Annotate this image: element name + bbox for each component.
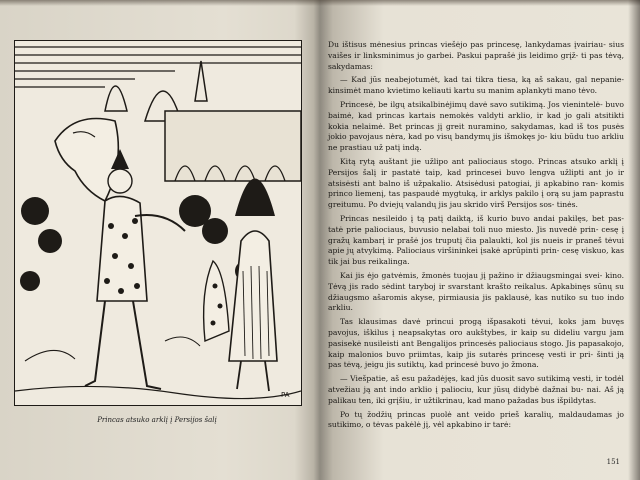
paragraph: — Kad jūs neabejotumėt, kad tai tikra tiesa, ką aš sakau, gal nepanie- kinsimėt mano kvietimo keliauti kartu su manim aplankyti mano tėvo. bbox=[328, 75, 624, 96]
paragraph: Kai jis ėjo gatvėmis, žmonės tuojau jį pažino ir džiaugsmingai svei- kino. Tėvą jis rado sėdint taryboj ir svarstant krašto reikalus. Apkabinęs sūnų su džiaugsmo ašaromis akyse, pirmiausia jis paklausė, kas nutiko su tuo indo arkliu. bbox=[328, 270, 624, 313]
paragraph: Princesė, be ilgų atsikalbinėjimų davė savo sutikimą. Jos vienintelė- buvo baimė, kad princas kartais nemokės valdyti arklio, ir kad jo gali atsitikti kokia nelaimė. Bet princas jį greit nuramino, sakydamas, kad iš tos pusės jokio pavojaus nėra, kad po visų bandymų jis išmokęs jo- kiu būdu tuo arkliu ne prastiau už patį indą. bbox=[328, 99, 624, 153]
story-text bbox=[328, 40, 624, 434]
illustration-caption: Princas atsuko arklį į Persijos šalį bbox=[97, 416, 217, 424]
illustration-drawing bbox=[15, 41, 301, 405]
illustration-prince-and-princess bbox=[14, 40, 302, 406]
paragraph: Du ištisus mėnesius princas viešėjo pas princesę, lankydamas įvairiau- sius vaišes ir linksminimus jo garbei. Paskui paprašė jis leidimo grįž- ti pas tėvą, sakydamas: bbox=[328, 40, 624, 71]
paragraph: — Viešpatie, aš esu pažadėjęs, kad jūs duosit savo sutikimą vesti, ir todėl atvežiau ją ant indo arklio į paliociu, kur jūsų didybė dažnai bu- nai. Aš ją palikau ten, iki grįšiu, ir užtikrinau, kad mano pažadas bus išpildytas. bbox=[328, 374, 624, 405]
right-page bbox=[318, 0, 640, 480]
paragraph: Princas nesileido į tą patį daiktą, iš kurio buvo andai pakilęs, bet pas- tatė prie paliociaus, buvusio nelabai toli nuo miesto. Jis nuvedė prin- cesę į gražų kambarį ir prašė jos truputį čia palaukti, kol jis nueis ir praneš tėvui apie jų atvykimą. Paliociaus viršininkei įsakė aprūpinti prin- cesę viskuo, kas tik jai bus reikalinga. bbox=[328, 213, 624, 267]
page-edge-shadow bbox=[628, 0, 640, 480]
page-number: 151 bbox=[606, 458, 620, 466]
paragraph: Po tų žodžių princas puolė ant veido prieš karalių, maldaudamas jo sutikimo, o tėvas pakėlė jį, vėl apkabino ir tarė: bbox=[328, 409, 624, 430]
left-page bbox=[0, 0, 316, 480]
paragraph: Kitą rytą auštant jie užlipo ant paliociaus stogo. Princas atsuko arklį į Persijos šalį ir pastatė taip, kad princesei buvo lengva užlipti ant jo ir atsisėsti ant balno iš užpakalio. Atsisėdusi patogiai, ji apkabino ran- komis princo liemenį, tas paspaudė mygtuką, ir arklys pakilo į orą su jam paprastu greitumu. Po dviejų valandų jis jau skrido virš Persijos sos- tinės. bbox=[328, 156, 624, 210]
illustration-monogram: PA bbox=[281, 391, 290, 399]
paragraph: Tas klausimas davė princui progą išpasakoti tėvui, koks jam buvęs pavojus, iškilus į neapsakytas oro aukštybes, ir kaip su dideliu vargu jam pasisekė nusileisti ant Bengalijos princesės paliociaus stogo. Jis papasakojo, kaip malonios buvo priimtas, kaip jis sutarės princesę vesti ir pri- šinti ją pas tėvą, jeigu jis sutiktų, kad princesė buvo jo žmona. bbox=[328, 317, 624, 370]
